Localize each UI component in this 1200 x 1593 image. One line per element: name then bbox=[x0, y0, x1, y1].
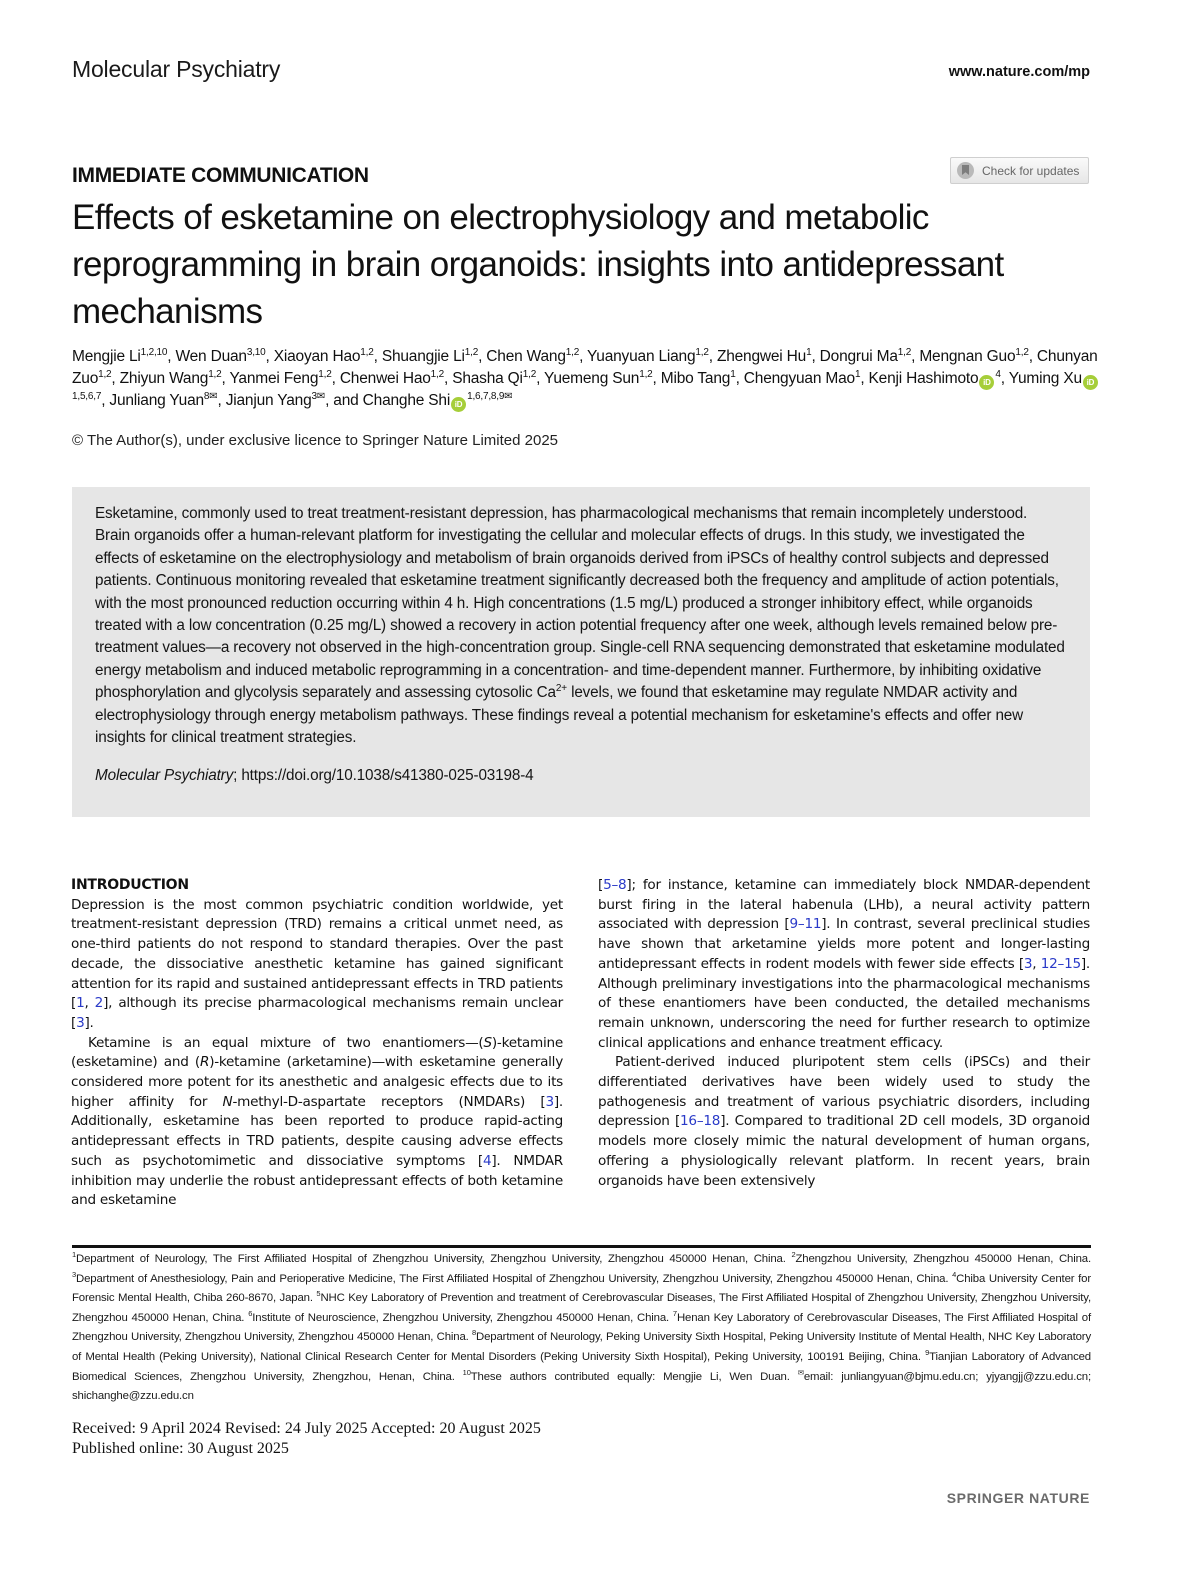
affiliation-text: Department of Neurology, Peking University Sixth Hospital, Peking University Institute of Mental Health, NHC Key Laboratory of Mental Health (Peking University), National Clinical Research Center for Mental Disorders (Peking University Sixth Hospital), Peking University, 100191 Beijing, China. bbox=[72, 1331, 1091, 1363]
affiliation-marker: 3✉ bbox=[311, 390, 326, 402]
author-name[interactable]: Changhe Shi bbox=[362, 392, 451, 409]
affiliation-marker: 1,2 bbox=[695, 346, 709, 358]
affiliation-marker: 1,2 bbox=[318, 368, 332, 380]
author-name[interactable]: Jianjun Yang bbox=[225, 392, 312, 409]
reference-link[interactable]: 5–8 bbox=[603, 877, 627, 893]
article-title: Effects of esketamine on electrophysiology and metabolic reprogramming in brain organoids: insights into antidepressant mechanisms bbox=[72, 198, 1004, 331]
journal-name: Molecular Psychiatry bbox=[72, 56, 281, 82]
envelope-icon[interactable]: ✉ bbox=[504, 390, 513, 402]
affiliation-marker: 1 bbox=[806, 346, 812, 358]
author-name[interactable]: Mengjie Li bbox=[72, 348, 141, 365]
affiliation-marker: 1 bbox=[730, 368, 736, 380]
author-name[interactable]: Chen Wang bbox=[486, 348, 566, 365]
publisher-logo: SPRINGER NATURE bbox=[946, 1490, 1090, 1506]
abstract-citation bbox=[95, 765, 1066, 787]
reference-link[interactable]: 16–18 bbox=[680, 1113, 721, 1130]
check-for-updates-label: Check for updates bbox=[982, 163, 1080, 178]
reference-link[interactable]: 4 bbox=[482, 1152, 492, 1169]
paragraph: Patient-derived induced pluripotent stem cells (iPSCs) and their differentiated derivatives have been widely used to study the pathogenesis and treatment of various psychiatric disorders, including depression [16–18]. Compared to traditional 2D cell models, 3D organoid models more closely mimic the natural development of human organs, offering a physiologically relevant platform. In recent years, brain organoids have been extensively bbox=[598, 1054, 1090, 1189]
body-column-left bbox=[71, 876, 563, 1211]
publication-dates bbox=[72, 1419, 541, 1459]
affiliation-marker: 1,2 bbox=[98, 368, 112, 380]
affiliation-number: 7 bbox=[672, 1308, 677, 1318]
author-list: Mengjie Li$^{1,2,10}$, Wen Duan$^{3,10}$, Xiaoyan Hao$^{1,2}$, Shuangjie Li$^{1,2}$, Chen Wang$^{1,2}$, Yuanyuan Liang$^{1,2}$, Zhengwei Hu$^1$, Dongrui Ma$^{1,2}$, Mengnan Guo$^{1,2}$, Chunyan Zuo$^{1,2}$, Zhiyun Wang$^{1,2}$, Yanmei Feng$^{1,2}$, Chenwei Hao$^{1,2}$, Shasha Qi$^{1,2}$, Yuemeng Sun$^{1,2}$, Mibo Tang$^1$, Chengyuan Mao$^1$, Kenji Hashimoto $iD^4$, Yuming Xu iD$^{1,5,6,7}$, Junliang Yuan$^{8✉}$, Jianjun Yang$^{3✉}$, and Changhe Shi $iD^{1,6,7,8,9✉}$ bbox=[72, 346, 1102, 412]
article-type: IMMEDIATE COMMUNICATION bbox=[72, 164, 369, 187]
affiliation-number: 3 bbox=[72, 1269, 77, 1279]
affiliation-marker: 1,2 bbox=[565, 346, 580, 358]
published-online: Published online: 30 August 2025 bbox=[72, 1440, 289, 1457]
author-name[interactable]: Dongrui Ma bbox=[819, 348, 898, 365]
affiliation-marker: 1,2 bbox=[208, 368, 222, 380]
orcid-icon[interactable]: iD bbox=[1083, 375, 1098, 390]
body-column-right bbox=[598, 876, 1090, 1191]
author-name[interactable]: Chunyan Zuo bbox=[72, 348, 1098, 387]
author-name[interactable]: Zhiyun Wang bbox=[119, 370, 209, 387]
affiliation-marker: 1,2,10 bbox=[140, 346, 168, 358]
abstract-text: Esketamine, commonly used to treat treatment-resistant depression, has pharmacological mechanisms that remain incompletely understood. Brain organoids offer a human-relevant platform for investigating the cellular and molecular effects of drugs. In this study, we investigated the effects of esketamine on the electrophysiology and metabolism of brain organoids derived from iPSCs of healthy control subjects and depressed patients. Continuous monitoring revealed that esketamine treatment significantly decreased both the frequency and amplitude of action potentials, with the most pronounced reduction occurring within 4 h. High concentrations (1.5 mg/L) produced a stronger inhibitory effect, while organoids treated with a low concentration (0.25 mg/L) showed a recovery in action potential frequency after one week, although levels remained below pre-treatment values—a recovery not observed in the high-concentration group. Single-cell RNA sequencing demonstrated that esketamine modulated energy metabolism and induced metabolic reprogramming in a concentration- and time-dependent manner. Furthermore, by inhibiting oxidative phosphorylation and glycolysis separately and assessing cytosolic $Ca^{2+}$ levels, we found that esketamine may regulate NMDAR activity and electrophysiology through energy metabolism pathways. These findings reveal a potential mechanism for esketamine's effects and offer new insights for clinical treatment strategies. bbox=[95, 505, 1065, 747]
reference-link[interactable]: 2 bbox=[94, 995, 104, 1012]
author-name[interactable]: Yuming Xu bbox=[1008, 370, 1082, 387]
license-statement: © The Author(s), under exclusive licence to Springer Nature Limited 2025 bbox=[72, 432, 559, 449]
check-for-updates-button[interactable] bbox=[950, 157, 1089, 184]
author-name[interactable]: Chenwei Hao bbox=[339, 370, 431, 387]
affiliation-text: Henan Key Laboratory of Cerebrovascular Diseases, The First Affiliated Hospital of Zhengzhou University, Zhengzhou University, Zhengzhou 450000 Henan, China. bbox=[72, 1311, 1091, 1344]
affiliation-marker: 1,2 bbox=[430, 368, 444, 380]
author-name[interactable]: Shasha Qi bbox=[452, 370, 523, 387]
journal-site-link[interactable]: www.nature.com/mp bbox=[948, 64, 1090, 80]
reference-link[interactable]: 9–11 bbox=[789, 916, 822, 933]
author-name[interactable]: Zhengwei Hu bbox=[716, 348, 807, 365]
affiliations-footnote bbox=[72, 1250, 1091, 1407]
affiliation-number: 8 bbox=[472, 1328, 477, 1338]
envelope-icon: ✉ bbox=[797, 1367, 804, 1377]
affiliation-text: Chiba University Center for Forensic Mental Health, Chiba 260-8670, Japan. bbox=[72, 1272, 1091, 1305]
affiliation-marker: 1,2 bbox=[897, 346, 912, 358]
affiliation-marker: 1,2 bbox=[639, 368, 653, 380]
author-name[interactable]: Junliang Yuan bbox=[109, 392, 204, 409]
affiliation-marker: 1,6,7,8,9✉ bbox=[467, 390, 513, 402]
paragraph: [5–8]; for instance, ketamine can immediately block NMDAR-dependent burst firing in the lateral habenula (LHb), a neural activity pattern associated with depression [9–11]. In contrast, several preclinical studies have shown that arketamine yields more potent and longer-lasting antidepressant effects in rodent models with fewer side effects [3, 12–15]. Although preliminary investigations into the pharmacological mechanisms of these enantiomers have been conducted, the detailed mechanisms remain unknown, underscoring the need for further research to optimize clinical applications and enhance treatment efficacy. bbox=[598, 877, 1090, 1051]
corresponding-emails[interactable]: email: junliangyuan@bjmu.edu.cn; yjyangjj@zzu.edu.cn; shichanghe@zzu.edu.cn bbox=[72, 1370, 1091, 1403]
affiliation-number: 1 bbox=[72, 1250, 77, 1260]
paragraph: Depression is the most common psychiatric condition worldwide, yet treatment-resistant depression (TRD) remains a critical unmet need, as one-third patients do not respond to standard therapies. Over the past decade, the dissociative anesthetic ketamine has gained significant attention for its rapid and sustained antidepressant effects in TRD patients [1, 2], although its precise pharmacological mechanisms remain unclear [3]. bbox=[71, 896, 563, 1031]
affiliation-marker: 3,10 bbox=[246, 346, 266, 358]
affiliation-marker: 8✉ bbox=[203, 390, 218, 402]
affiliation-number: 9 bbox=[925, 1348, 930, 1358]
author-name[interactable]: Chengyuan Mao bbox=[743, 370, 855, 387]
citation-doi[interactable]: ; https://doi.org/10.1038/s41380-025-03198-4 bbox=[233, 767, 534, 785]
affiliation-number: 10 bbox=[462, 1367, 471, 1377]
orcid-icon[interactable]: iD bbox=[451, 397, 466, 412]
author-name[interactable]: Shuangjie Li bbox=[381, 348, 465, 365]
affiliation-text: These authors contributed equally: Mengjie Li, Wen Duan. bbox=[470, 1370, 798, 1383]
affiliation-number: 4 bbox=[952, 1269, 957, 1279]
affiliation-text: Tianjian Laboratory of Advanced Biomedical Sciences, Zhengzhou University, Zhengzhou, Henan, China. bbox=[72, 1350, 1091, 1383]
affiliation-number: 6 bbox=[248, 1308, 253, 1318]
reference-link[interactable]: 1 bbox=[76, 995, 85, 1012]
footnote-divider bbox=[72, 1245, 1091, 1248]
envelope-icon[interactable]: ✉ bbox=[209, 390, 218, 402]
author-name[interactable]: Yuanyuan Liang bbox=[587, 348, 696, 365]
affiliation-number: 5 bbox=[316, 1289, 321, 1299]
affiliation-text: Department of Anesthesiology, Pain and Perioperative Medicine, The First Affiliated Hospital of Zhengzhou University, Zhengzhou University, Zhengzhou 450000 Henan, China. bbox=[76, 1272, 953, 1285]
author-name[interactable]: Wen Duan bbox=[175, 348, 247, 365]
author-name[interactable]: Mengnan Guo bbox=[919, 348, 1016, 365]
affiliation-marker: 1,2 bbox=[464, 346, 479, 358]
author-name[interactable]: Kenji Hashimoto bbox=[868, 370, 979, 387]
affiliation-text: Institute of Neuroscience, Zhengzhou University, Zhengzhou 450000 Henan, China. bbox=[252, 1311, 673, 1324]
reference-link[interactable]: 3 bbox=[76, 1014, 85, 1031]
affiliation-marker: 1 bbox=[854, 368, 861, 380]
paragraph: Ketamine is an equal mixture of two enantiomers—(S)-ketamine (esketamine) and (R)-ketamine (arketamine)—with esketamine generally considered more potent for its anesthetic and analgesic effects due to its higher affinity for N-methyl-D-aspartate receptors (NMDARs) [3]. Additionally, esketamine has been reported to produce rapid-acting antidepressant effects in TRD patients, despite causing adverse effects such as psychotomimetic and dissociative symptoms [4]. NMDAR inhibition may underlie the robust antidepressant effects of both ketamine and esketamine bbox=[71, 1034, 564, 1209]
affiliation-text: Zhengzhou University, Zhengzhou 450000 Henan, China. bbox=[795, 1253, 1091, 1265]
author-name[interactable]: Yuemeng Sun bbox=[544, 370, 640, 387]
bookmark-icon bbox=[957, 162, 974, 179]
received-revised-accepted: Received: 9 April 2024 Revised: 24 July 2025 Accepted: 20 August 2025 bbox=[72, 1420, 541, 1437]
author-name[interactable]: Mibo Tang bbox=[660, 370, 731, 387]
envelope-icon[interactable]: ✉ bbox=[316, 390, 326, 402]
reference-link[interactable]: 12–15 bbox=[1040, 955, 1081, 972]
affiliation-text: NHC Key Laboratory of Prevention and treatment of Cerebrovascular Diseases, The First Affiliated Hospital of Zhengzhou University, Zhengzhou University, Zhengzhou 450000 Henan, China. bbox=[72, 1292, 1091, 1324]
reference-link[interactable]: 3 bbox=[545, 1093, 554, 1110]
author-name[interactable]: Yanmei Feng bbox=[229, 370, 319, 387]
affiliation-marker: 1,2 bbox=[522, 368, 537, 380]
affiliation-marker: 1,5,6,7 bbox=[72, 390, 102, 402]
abstract-box bbox=[72, 487, 1090, 817]
citation-journal: Molecular Psychiatry bbox=[95, 767, 234, 785]
affiliation-text: Department of Neurology, The First Affiliated Hospital of Zhengzhou University, Zhengzhou University, Zhengzhou 450000 Henan, China. bbox=[76, 1253, 792, 1265]
affiliation-number: 2 bbox=[791, 1250, 796, 1260]
reference-link[interactable]: 3 bbox=[1023, 955, 1033, 972]
affiliation-marker: 1,2 bbox=[1015, 346, 1029, 358]
affiliation-marker: 1,2 bbox=[360, 346, 374, 358]
section-heading-introduction: INTRODUCTION bbox=[71, 877, 189, 893]
affiliation-marker: 4 bbox=[995, 368, 1001, 380]
author-name[interactable]: Xiaoyan Hao bbox=[273, 348, 361, 365]
orcid-icon[interactable]: iD bbox=[979, 375, 994, 390]
